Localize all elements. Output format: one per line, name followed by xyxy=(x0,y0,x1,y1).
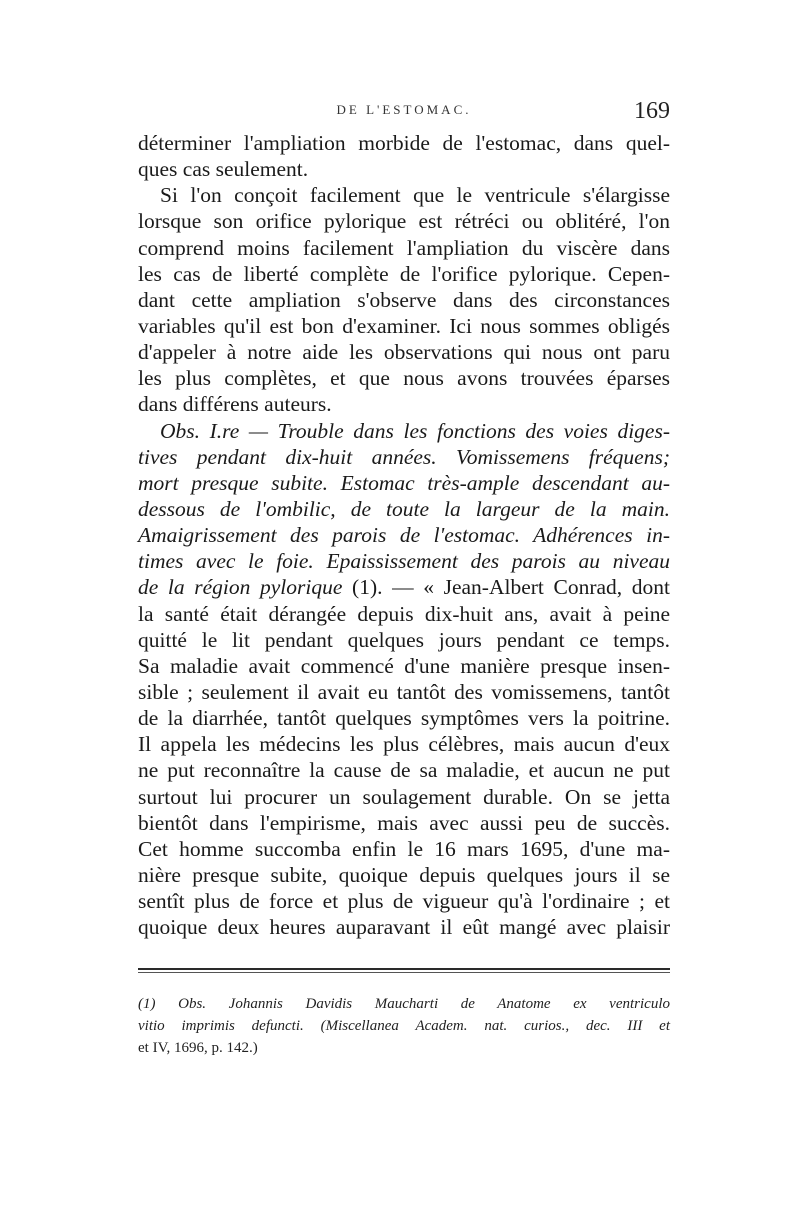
text-line: sible ; seulement il avait eu tantôt des vomissemens, tantôt xyxy=(138,679,670,704)
footnote-rule-thin xyxy=(138,972,670,973)
text-line: lorsque son orifice pylorique est rétréci ou oblitéré, l'on xyxy=(138,209,670,234)
footnotes xyxy=(138,993,670,1059)
text-line: surtout lui procurer un soulagement durable. On se jetta xyxy=(138,784,670,809)
text-line: quoique deux heures auparavant il eût mangé avec plaisir xyxy=(138,915,670,940)
text-line: ne put reconnaître la cause de sa maladie, et aucun ne put xyxy=(138,758,670,783)
text-line xyxy=(138,574,670,600)
text-line: d'appeler à notre aide les observations qui nous ont paru xyxy=(138,340,670,365)
running-head xyxy=(138,98,670,128)
observation-text-start: (1). — « Jean-Albert Conrad, dont xyxy=(352,575,670,600)
observation-heading-line: Amaigrissement des parois de l'estomac. Adhérences in- xyxy=(138,523,670,548)
observation-heading-line: dessous de l'ombilic, de toute la largeur de la main. xyxy=(138,496,670,521)
footnote-line: (1) Obs. Johannis Davidis Maucharti de Anatome ex ventriculo xyxy=(138,996,670,1012)
observation-heading-line: mort presque subite. Estomac très-ample descendant au- xyxy=(138,470,670,495)
observation-heading-line: times avec le foie. Epaississement des parois au niveau xyxy=(138,549,670,574)
running-head-title: DE L'ESTOMAC. xyxy=(336,102,472,117)
text-line: variables qu'il est bon d'examiner. Ici nous sommes obligés xyxy=(138,313,670,338)
page-number: 169 xyxy=(634,98,670,124)
text-line: Sa maladie avait commencé d'une manière presque insen- xyxy=(138,653,670,678)
text-line: comprend moins facilement l'ampliation du viscère dans xyxy=(138,235,670,260)
text-line: Cet homme succomba enfin le 16 mars 1695, d'une ma- xyxy=(138,836,670,861)
text-line: Il appela les médecins les plus célèbres, mais aucun d'eux xyxy=(138,732,670,757)
footnote-line: vitio imprimis defuncti. (Miscellanea Academ. nat. curios., dec. III et xyxy=(138,1018,670,1034)
observation-heading-line: tives pendant dix-huit années. Vomissemens fréquens; xyxy=(138,444,670,469)
text-line: nière presque subite, quoique depuis quelques jours il se xyxy=(138,862,670,887)
footnote-line: et IV, 1696, p. 142.) xyxy=(138,1040,258,1056)
text-line: dans différens auteurs. xyxy=(138,392,332,417)
text-line: ques cas seulement. xyxy=(138,157,309,182)
observation-heading-line: Obs. I.re — Trouble dans les fonctions des voies diges- xyxy=(160,418,670,443)
text-line: sentît plus de force et plus de vigueur qu'à l'ordinaire ; et xyxy=(138,889,670,914)
text-line: Si l'on conçoit facilement que le ventricule s'élargisse xyxy=(160,183,670,208)
text-line: la santé était dérangée depuis dix-huit ans, avait à peine xyxy=(138,601,670,626)
text-line: les cas de liberté complète de l'orifice pylorique. Cepen- xyxy=(138,261,670,286)
text-line: dant cette ampliation s'observe dans des circonstances xyxy=(138,287,670,312)
footnote-rule xyxy=(138,968,670,970)
text-line: quitté le lit pendant quelques jours pendant ce temps. xyxy=(138,627,670,652)
text-line: de la diarrhée, tantôt quelques symptômes vers la poitrine. xyxy=(138,706,670,731)
text-line: bientôt dans l'empirisme, mais avec aussi peu de succès. xyxy=(138,810,670,835)
body-text xyxy=(138,130,670,940)
text-line: déterminer l'ampliation morbide de l'estomac, dans quel- xyxy=(138,131,670,155)
text-line: les plus complètes, et que nous avons trouvées éparses xyxy=(138,366,670,391)
observation-heading-end: de la région pylorique xyxy=(138,575,343,600)
